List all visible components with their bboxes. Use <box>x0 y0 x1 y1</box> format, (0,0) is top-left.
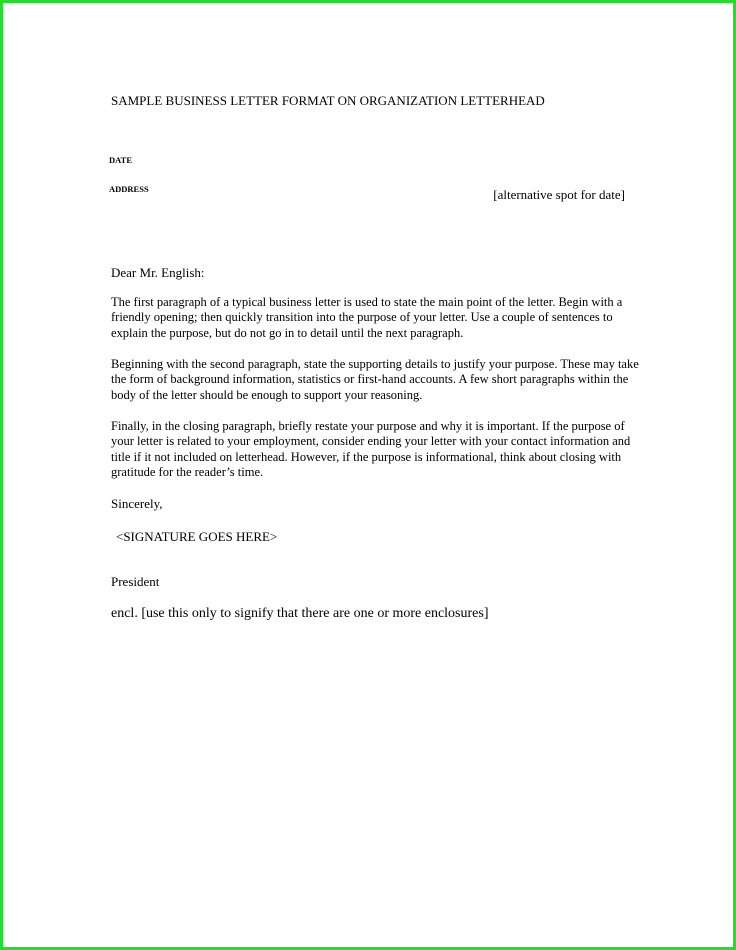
document-title: SAMPLE BUSINESS LETTER FORMAT ON ORGANIZATION LETTERHEAD <box>111 93 545 108</box>
address-label: ADDRESS <box>109 184 149 194</box>
body-paragraph: Beginning with the second paragraph, state the supporting details to justify your purpose. These may take the form of background information, statistics or first-hand accounts. A few short paragraphs within the body of the letter should be enough to support your reasoning. <box>111 357 639 402</box>
body-paragraph: Finally, in the closing paragraph, briefly restate your purpose and why it is important. If the purpose of your letter is related to your employment, consider ending your letter with your contact information and title if it not included on letterhead. However, if the purpose is informational, think about closing with gratitude for the reader’s time. <box>111 419 631 479</box>
letter-closing: Sincerely, <box>111 496 163 511</box>
signer-title: President <box>111 574 160 589</box>
alternative-date-placeholder: [alternative spot for date] <box>493 187 625 202</box>
date-label: DATE <box>109 155 132 165</box>
body-paragraph: The first paragraph of a typical business letter is used to state the main point of the letter. Begin with a friendly opening; then quickly transition into the purpose of your letter. Use a couple of sentences to explain the purpose, but do not go in to detail until the next paragraph. <box>111 295 623 340</box>
enclosure-note: encl. [use this only to signify that there are one or more enclosures] <box>111 606 489 621</box>
signature-placeholder: <SIGNATURE GOES HERE> <box>116 529 278 544</box>
letter-greeting: Dear Mr. English: <box>111 265 205 280</box>
